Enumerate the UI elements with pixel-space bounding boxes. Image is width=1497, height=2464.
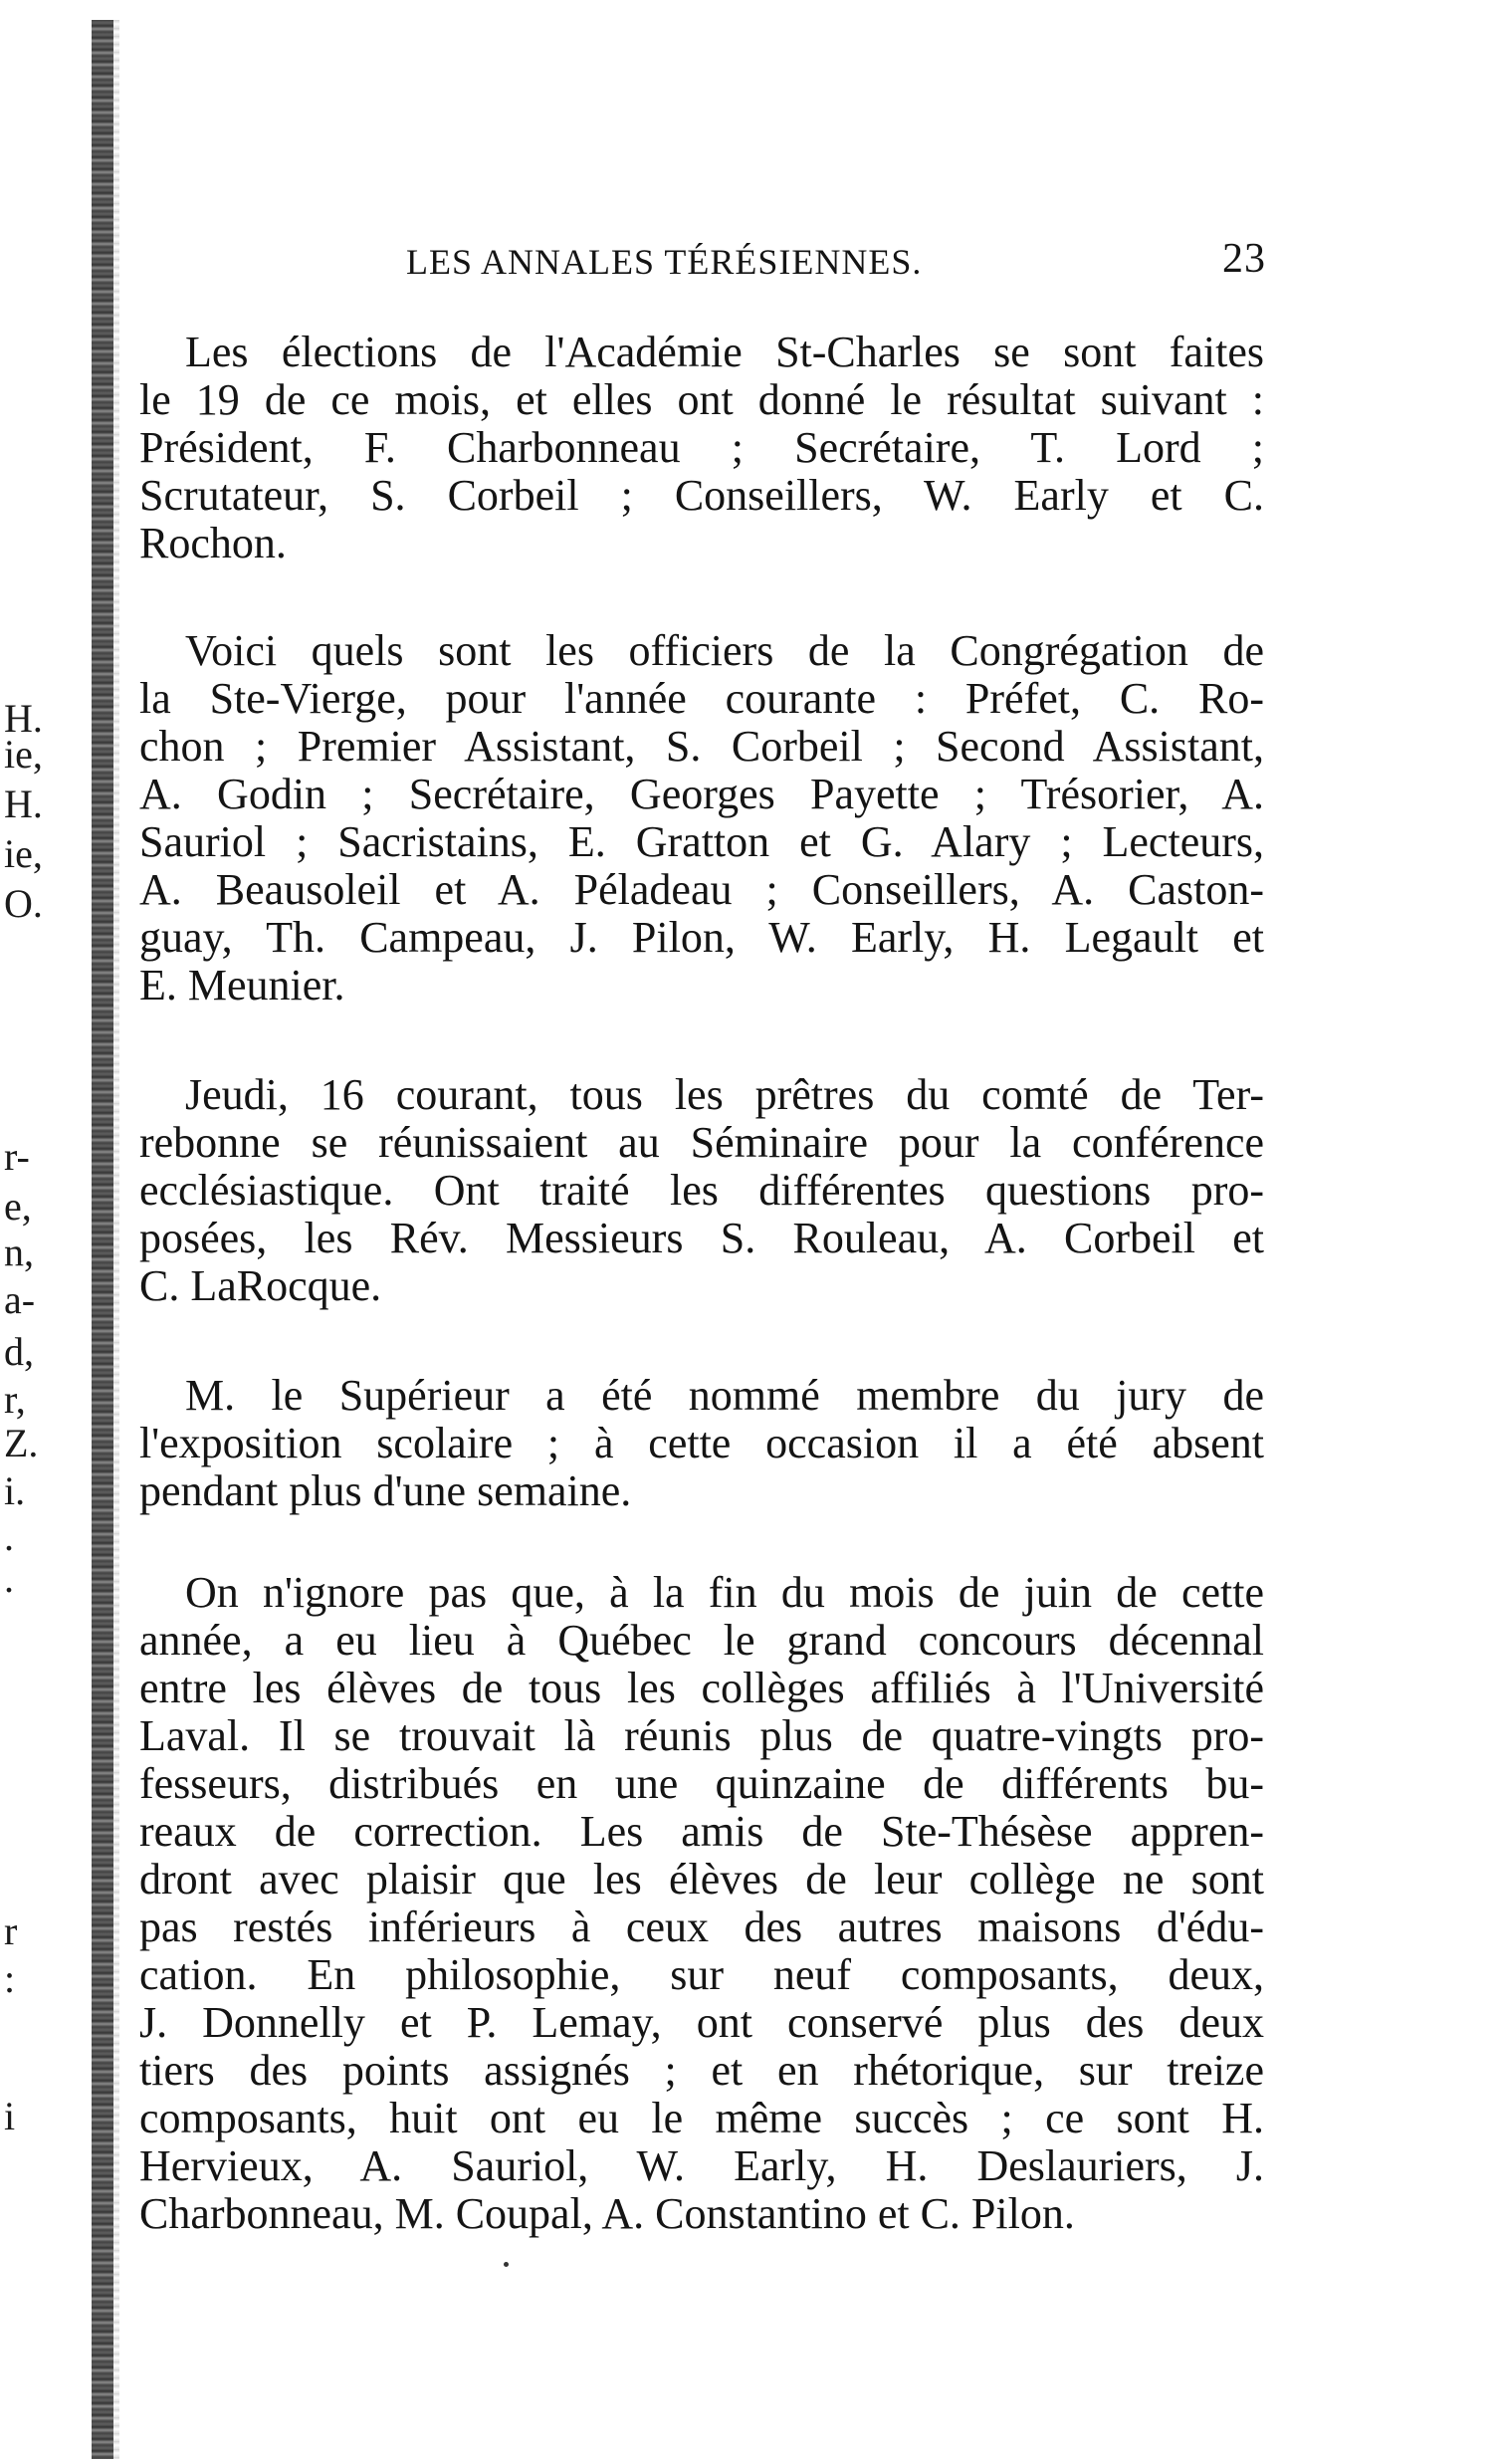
- text-line: pendant plus d'une semaine.: [139, 1466, 632, 1515]
- text-line: fesseurs, distribués en une quinzaine de différents bu-: [139, 1759, 1264, 1808]
- text-line: l'exposition scolaire ; à cette occasion il a été absent: [139, 1419, 1264, 1467]
- margin-fragment: Z.: [4, 1421, 39, 1465]
- text-line: M. le Supérieur a été nommé membre du jury de: [185, 1371, 1264, 1420]
- margin-fragment: O.: [4, 881, 43, 926]
- text-line: entre les élèves de tous les collèges affiliés à l'Université: [139, 1664, 1264, 1712]
- text-line: On n'ignore pas que, à la fin du mois de juin de cette: [185, 1568, 1264, 1617]
- margin-fragment: H.: [4, 696, 43, 741]
- text-line: Voici quels sont les officiers de la Congrégation de: [185, 626, 1264, 675]
- text-line: A. Beausoleil et A. Péladeau ; Conseillers, A. Caston-: [139, 865, 1264, 914]
- paragraph-superior-jury: [139, 1372, 1264, 1515]
- margin-fragment: ie,: [4, 831, 43, 876]
- text-line: année, a eu lieu à Québec le grand concours décennal: [139, 1616, 1264, 1665]
- text-line: le 19 de ce mois, et elles ont donné le résultat suivant :: [139, 375, 1264, 424]
- binding-gutter-shadow: [92, 20, 113, 2459]
- margin-fragment: H.: [4, 782, 43, 826]
- text-line: composants, huit ont eu le même succès ; ce sont H.: [139, 2094, 1264, 2142]
- text-line: Président, F. Charbonneau ; Secrétaire, T. Lord ;: [139, 423, 1264, 472]
- running-header: [139, 236, 1266, 291]
- text-line: Les élections de l'Académie St-Charles se sont faites: [185, 328, 1264, 376]
- text-line: posées, les Rév. Messieurs S. Rouleau, A. Corbeil et: [139, 1214, 1264, 1262]
- text-line: rebonne se réunissaient au Séminaire pour la conférence: [139, 1118, 1264, 1167]
- text-line: Scrutateur, S. Corbeil ; Conseillers, W. Early et C.: [139, 471, 1264, 520]
- text-line: reaux de correction. Les amis de Ste-Thésèse appren-: [139, 1807, 1264, 1856]
- text-line: Rochon.: [139, 519, 287, 567]
- running-title: LES ANNALES TÉRÉSIENNES.: [406, 242, 923, 282]
- text-line: chon ; Premier Assistant, S. Corbeil ; Second Assistant,: [139, 722, 1264, 771]
- text-line: Laval. Il se trouvait là réunis plus de quatre-vingts pro-: [139, 1711, 1264, 1760]
- text-line: tiers des points assignés ; et en rhétorique, sur treize: [139, 2046, 1264, 2095]
- text-line: cation. En philosophie, sur neuf composants, deux,: [139, 1950, 1264, 1999]
- margin-fragment: r: [4, 1908, 18, 1953]
- text-line: Charbonneau, M. Coupal, A. Constantino et C. Pilon.: [139, 2189, 1075, 2238]
- text-line: C. LaRocque.: [139, 1261, 382, 1310]
- text-line: A. Godin ; Secrétaire, Georges Payette ; Trésorier, A.: [139, 770, 1264, 818]
- book-page: [139, 0, 1264, 2464]
- text-line: pas restés inférieurs à ceux des autres maisons d'édu-: [139, 1903, 1264, 1951]
- margin-fragment: i.: [4, 1468, 26, 1513]
- margin-fragment: ie,: [4, 732, 43, 777]
- margin-fragment: n,: [4, 1230, 34, 1274]
- page-number: 23: [1222, 236, 1266, 282]
- margin-fragment: .: [4, 1556, 14, 1601]
- text-line: la Ste-Vierge, pour l'année courante : Préfet, C. Ro-: [139, 674, 1264, 723]
- text-line: ecclésiastique. Ont traité les différentes questions pro-: [139, 1166, 1264, 1215]
- margin-fragment: r,: [4, 1377, 26, 1422]
- text-line: dront avec plaisir que les élèves de leur collège ne sont: [139, 1855, 1264, 1904]
- margin-fragment: d,: [4, 1329, 34, 1374]
- paragraph-concours-decennal: [139, 1569, 1264, 2238]
- left-margin-bleed-text: [0, 0, 88, 2464]
- text-line: Jeudi, 16 courant, tous les prêtres du comté de Ter-: [185, 1070, 1264, 1119]
- text-line: Hervieux, A. Sauriol, W. Early, H. Deslauriers, J.: [139, 2141, 1264, 2190]
- margin-fragment: a-: [4, 1277, 36, 1322]
- paragraph-ecclesiastical-conference: [139, 1071, 1264, 1310]
- text-line: J. Donnelly et P. Lemay, ont conservé plus des deux: [139, 1998, 1264, 2047]
- margin-fragment: i: [4, 2094, 16, 2138]
- text-line: guay, Th. Campeau, J. Pilon, W. Early, H. Legault et: [139, 913, 1264, 962]
- text-line: Sauriol ; Sacristains, E. Gratton et G. Alary ; Lecteurs,: [139, 817, 1264, 866]
- margin-fragment: r-: [4, 1134, 30, 1179]
- margin-fragment: e,: [4, 1184, 32, 1229]
- paragraph-academie-elections: [139, 329, 1264, 567]
- ink-speck: [504, 2262, 509, 2267]
- text-line: E. Meunier.: [139, 961, 345, 1009]
- paragraph-congregation-officers: [139, 627, 1264, 1009]
- margin-fragment: :: [4, 1956, 16, 2001]
- margin-fragment: .: [4, 1514, 14, 1559]
